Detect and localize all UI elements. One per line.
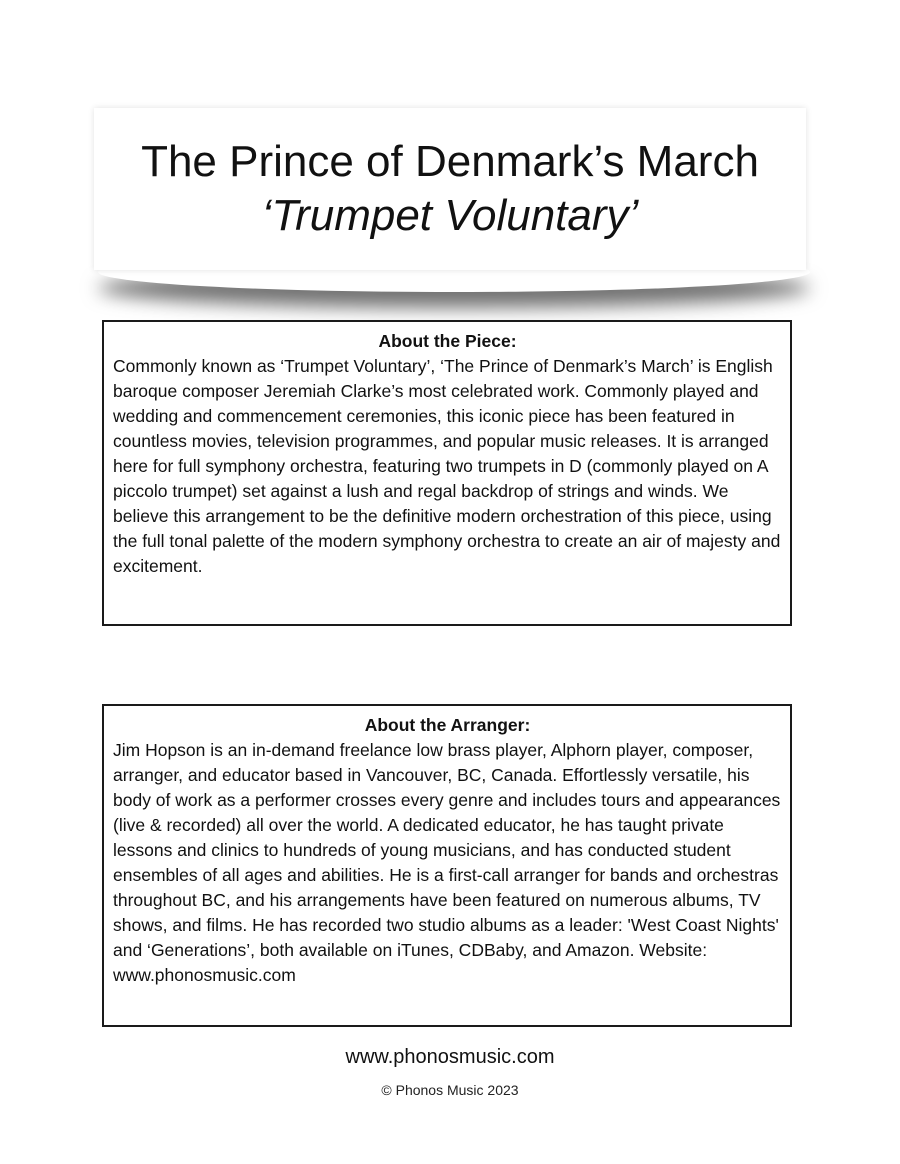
about-piece-box: [102, 320, 792, 626]
about-arranger-text: Jim Hopson is an in-demand freelance low brass player, Alphorn player, composer, arranger, and educator based in Vancouver, BC, Canada. Effortlessly versatile, his body of work as a performer crosses every genre and includes tours and appearances (live & recorded) all over the world. A dedicated educator, he has taught private lessons and clinics to hundreds of young musicians, and has conducted student ensembles of all ages and abilities. He is a first-call arranger for bands and orchestras throughout BC, and his arrangements have been featured on numerous albums, TV shows, and films. He has recorded two studio albums as a leader: 'West Coast Nights' and ‘Generations’, both available on iTunes, CDBaby, and Amazon. Website: www.phonosmusic.com: [113, 740, 781, 985]
page-title: The Prince of Denmark’s March: [141, 137, 759, 186]
title-card: [94, 108, 806, 270]
page-subtitle: ‘Trumpet Voluntary’: [261, 191, 639, 240]
about-piece-text: Commonly known as ‘Trumpet Voluntary’, ‘The Prince of Denmark’s March’ is English baroque composer Jeremiah Clarke’s most celebrated work. Commonly played and wedding and commencement ceremonies, this iconic piece has been featured in countless movies, television programmes, and popular music releases. It is arranged here for full symphony orchestra, featuring two trumpets in D (commonly played on A piccolo trumpet) set against a lush and regal backdrop of strings and winds. We believe this arrangement to be the definitive modern orchestration of this piece, using the full tonal palette of the modern symphony orchestra to create an air of majesty and excitement.: [113, 356, 781, 576]
footer-website: www.phonosmusic.com: [345, 1046, 555, 1068]
about-arranger-box: [102, 704, 792, 1027]
footer-copyright: © Phonos Music 2023: [381, 1082, 519, 1098]
about-arranger-heading: About the Arranger:: [364, 715, 531, 735]
about-piece-heading: About the Piece:: [378, 331, 517, 351]
